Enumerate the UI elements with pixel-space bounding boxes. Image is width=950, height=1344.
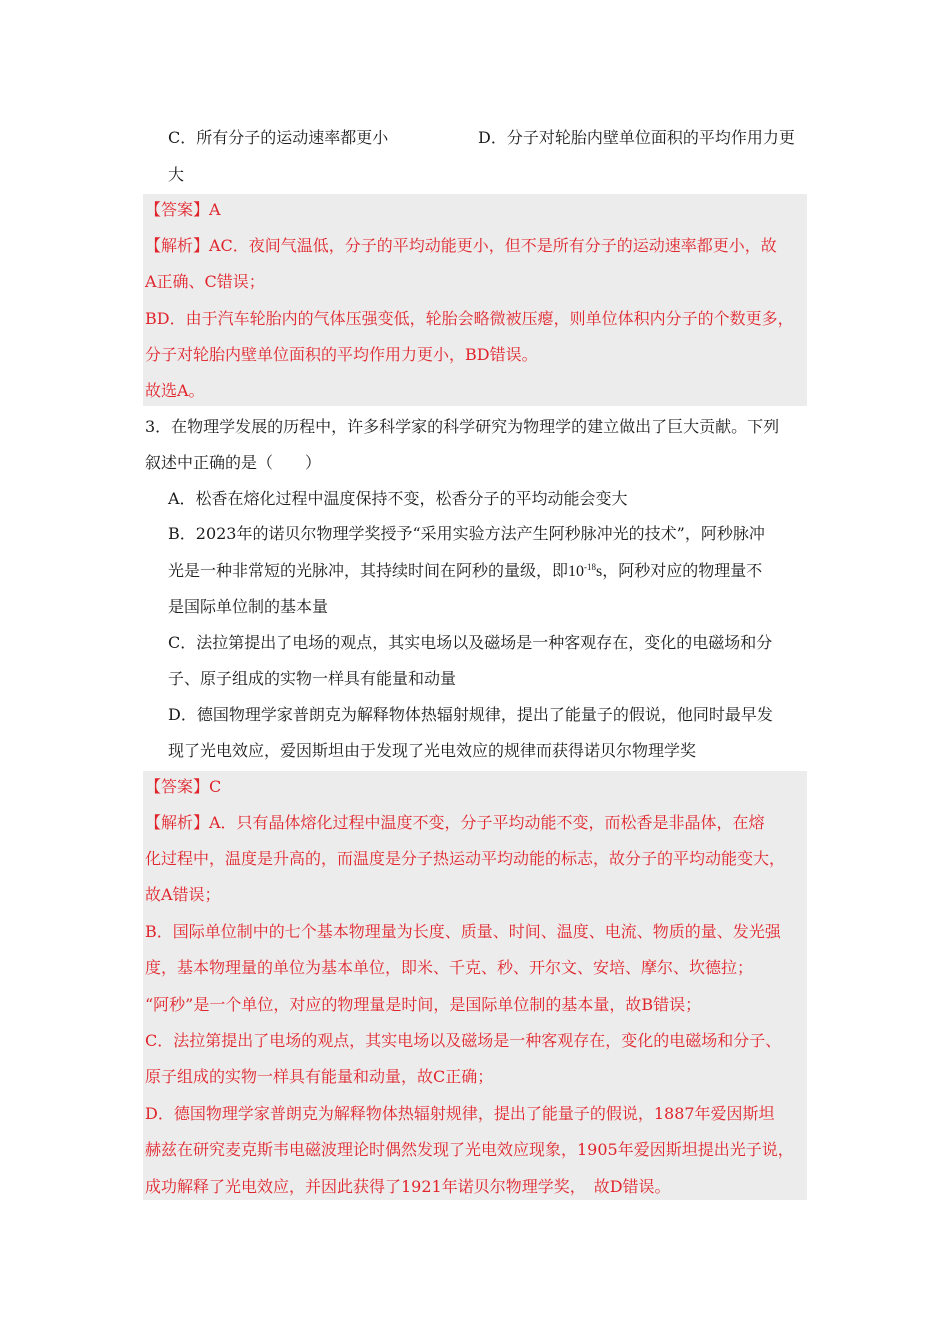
formula-exponent: -18 — [584, 562, 597, 572]
q3-option-d: D．德国物理学家普朗克为解释物体热辐射规律，提出了能量子的假说，他同时最早发 — [168, 705, 773, 724]
attosecond-formula — [568, 563, 602, 580]
q2-option-c: C．所有分子的运动速率都更小 — [168, 128, 389, 147]
q3-stem: 3．在物理学发展的历程中，许多科学家的科学研究为物理学的建立做出了巨大贡献。下列 — [145, 417, 780, 436]
q2-answer: 【答案】A — [145, 200, 221, 219]
q3-analysis-line: 化过程中，温度是升高的，而温度是分子热运动平均动能的标志，故分子的平均动能变大， — [145, 849, 786, 868]
q3-analysis-line: “阿秒”是一个单位，对应的物理量是时间，是国际单位制的基本量，故B错误； — [145, 995, 702, 1014]
q3-analysis-line: B．国际单位制中的七个基本物理量为长度、质量、时间、温度、电流、物质的量、发光强 — [145, 922, 781, 941]
q3-option-b: B．2023年的诺贝尔物理学奖授予“采用实验方法产生阿秒脉冲光的技术”，阿秒脉冲 — [168, 524, 765, 543]
q3-answer: 【答案】C — [145, 777, 222, 796]
q3-option-b-cont: 是国际单位制的基本量 — [168, 597, 329, 616]
formula-unit: s — [596, 563, 603, 580]
q2-option-d: D．分子对轮胎内壁单位面积的平均作用力更 — [478, 128, 795, 147]
q3-analysis-line: 度，基本物理量的单位为基本单位，即米、千克、秒、开尔文、安培、摩尔、坎德拉； — [145, 958, 754, 977]
q2-analysis-line: BD．由于汽车轮胎内的气体压强变低，轮胎会略微被压瘪，则单位体积内分子的个数更多， — [145, 309, 794, 328]
q3-option-c: C．法拉第提出了电场的观点，其实电场以及磁场是一种客观存在，变化的电磁场和分 — [168, 633, 773, 652]
q2-analysis-line: 【解析】AC．夜间气温低，分子的平均动能更小，但不是所有分子的运动速率都更小，故 — [145, 236, 777, 255]
q2-option-d-cont: 大 — [168, 165, 185, 184]
q3-option-a: A．松香在熔化过程中温度保持不变，松香分子的平均动能会变大 — [168, 489, 628, 508]
answer-block-q2 — [143, 194, 807, 406]
q3-option-b-text: 光是一种非常短的光脉冲，其持续时间在阿秒的量级，即 — [168, 561, 569, 580]
q3-analysis-line: C．法拉第提出了电场的观点，其实电场以及磁场是一种客观存在，变化的电磁场和分子、 — [145, 1031, 782, 1050]
answer-block-q3 — [143, 771, 807, 1200]
q3-analysis-line: 【解析】A．只有晶体熔化过程中温度不变，分子平均动能不变，而松香是非晶体，在熔 — [145, 813, 765, 832]
q3-option-b-text-end: ，阿秒对应的物理量不 — [602, 561, 763, 580]
q2-analysis-line: A正确、C错误； — [145, 272, 265, 291]
q3-analysis-line: 赫兹在研究麦克斯韦电磁波理论时偶然发现了光电效应现象，1905年爱因斯坦提出光子说， — [145, 1140, 794, 1159]
q3-option-b-cont — [168, 561, 762, 582]
q3-analysis-line: D．德国物理学家普朗克为解释物体热辐射规律，提出了能量子的假说，1887年爱因斯坦 — [145, 1104, 775, 1123]
q2-analysis-line: 故选A。 — [145, 381, 205, 400]
q2-analysis-line: 分子对轮胎内壁单位面积的平均作用力更小，BD错误。 — [145, 345, 538, 364]
q3-analysis-line: 原子组成的实物一样具有能量和动量，故C正确； — [145, 1067, 494, 1086]
formula-base: 10 — [568, 563, 585, 580]
q3-option-c-cont: 子、原子组成的实物一样具有能量和动量 — [168, 669, 457, 688]
q3-option-d-cont: 现了光电效应，爱因斯坦由于发现了光电效应的规律而获得诺贝尔物理学奖 — [168, 741, 697, 760]
q3-stem-cont: 叙述中正确的是（ ） — [145, 453, 322, 472]
q3-analysis-line: 故A错误； — [145, 885, 221, 904]
q3-analysis-line: 成功解释了光电效应，并因此获得了1921年诺贝尔物理学奖， 故D错误。 — [145, 1177, 671, 1196]
